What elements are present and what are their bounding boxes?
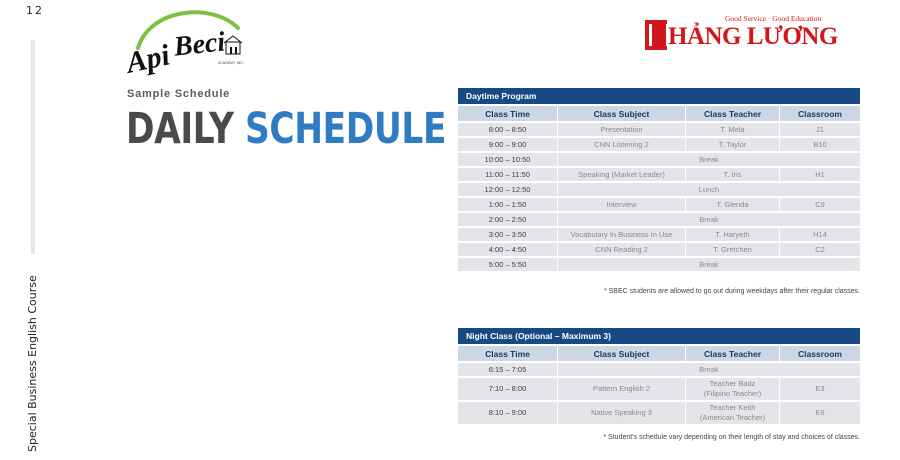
table-row	[458, 123, 860, 136]
column-header: Class Subject	[558, 106, 686, 121]
side-course-title: Special Business English Course	[26, 275, 39, 452]
table-row	[458, 402, 860, 424]
class-teacher	[686, 378, 780, 400]
classroom: H14	[780, 228, 860, 241]
class-teacher: T. Haryeth	[686, 228, 780, 241]
svg-text:ACADEMY, INC.: ACADEMY, INC.	[218, 61, 244, 65]
class-subject: Presentation	[558, 123, 686, 136]
class-time: 7:10 – 8:00	[458, 378, 558, 400]
table-row	[458, 138, 860, 151]
merged-cell: Lunch	[558, 183, 860, 196]
class-subject: Speaking (Market Leader)	[558, 168, 686, 181]
class-time: 3:00 – 3:50	[458, 228, 558, 241]
table-row	[458, 213, 860, 226]
daytime-footnote: * SBEC students are allowed to go out during weekdays after their regular classes.	[603, 288, 860, 295]
night-table-title: Night Class (Optional – Maximum 3)	[458, 328, 860, 344]
table-row	[458, 378, 860, 400]
night-footnote: * Student's schedule vary depending on their length of stay and choices of classes.	[603, 434, 860, 441]
table-row	[458, 168, 860, 181]
merged-cell: Break	[558, 258, 860, 271]
svg-text:Beci: Beci	[172, 26, 227, 63]
class-time: 1:00 – 1:50	[458, 198, 558, 211]
class-time: 5:00 – 5:50	[458, 258, 558, 271]
class-time: 2:00 – 2:50	[458, 213, 558, 226]
class-time: 4:00 – 4:50	[458, 243, 558, 256]
classroom: C2	[780, 243, 860, 256]
class-time: 10:00 – 10:50	[458, 153, 558, 166]
classroom: E6	[780, 402, 860, 424]
class-subject: Native Speaking 3	[558, 402, 686, 424]
classroom: E3	[780, 378, 860, 400]
classroom: J1	[780, 123, 860, 136]
class-subject: CNN Listening 2	[558, 138, 686, 151]
class-time: 9:00 – 9:00	[458, 138, 558, 151]
class-teacher	[686, 402, 780, 424]
column-header: Class Subject	[558, 346, 686, 361]
class-teacher: T. Gretchen	[686, 243, 780, 256]
class-subject: Vocabulary In Business In Use	[558, 228, 686, 241]
class-time: 8:00 – 8:50	[458, 123, 558, 136]
hang-luong-logo	[645, 14, 867, 58]
classroom: C9	[780, 198, 860, 211]
svg-text:Api: Api	[123, 38, 173, 76]
class-time: 8:10 – 9:00	[458, 402, 558, 424]
teacher-origin: (Filipino Teacher)	[703, 389, 762, 398]
teacher-origin: (American Teacher)	[699, 413, 766, 422]
merged-cell: Break	[558, 363, 860, 376]
teacher-name: Teacher Badz	[709, 379, 756, 388]
hang-luong-tagline: Good Service · Good Education	[725, 14, 822, 23]
daytime-table-title: Daytime Program	[458, 88, 860, 104]
classroom: H1	[780, 168, 860, 181]
column-header: Classroom	[780, 346, 860, 361]
title-word-schedule: SCHEDULE	[245, 104, 447, 154]
table-row	[458, 258, 860, 271]
table-row	[458, 153, 860, 166]
apibeci-logo	[120, 6, 250, 76]
class-subject: Pattern English 2	[558, 378, 686, 400]
table-row	[458, 363, 860, 376]
title-word-daily: DAILY	[126, 104, 234, 154]
column-header: Class Time	[458, 346, 558, 361]
column-header: Class Time	[458, 106, 558, 121]
class-teacher: T. Mela	[686, 123, 780, 136]
column-header: Class Teacher	[686, 106, 780, 121]
class-time: 12:00 – 12:50	[458, 183, 558, 196]
column-header: Classroom	[780, 106, 860, 121]
table-row	[458, 183, 860, 196]
night-class-table	[458, 326, 860, 426]
table-row	[458, 198, 860, 211]
merged-cell: Break	[558, 213, 860, 226]
class-teacher: T. Taylor	[686, 138, 780, 151]
teacher-name: Teacher Keith	[709, 403, 756, 412]
merged-cell: Break	[558, 153, 860, 166]
daytime-schedule-table	[458, 86, 860, 273]
sample-schedule-label: Sample Schedule	[127, 88, 231, 100]
column-header: Class Teacher	[686, 346, 780, 361]
hang-luong-mark-icon	[645, 20, 667, 50]
page-number: 12	[26, 4, 44, 17]
classroom: B10	[780, 138, 860, 151]
class-time: 6:15 – 7:05	[458, 363, 558, 376]
class-subject: Interview	[558, 198, 686, 211]
table-row	[458, 243, 860, 256]
table-row	[458, 228, 860, 241]
side-divider	[31, 40, 35, 254]
class-teacher: T. Glenda	[686, 198, 780, 211]
hang-luong-name: HẢNG LƯƠNG	[668, 23, 838, 50]
class-teacher: T. Iris	[686, 168, 780, 181]
page-title	[126, 104, 446, 154]
class-subject: CNN Reading 2	[558, 243, 686, 256]
class-time: 11:00 – 11:50	[458, 168, 558, 181]
